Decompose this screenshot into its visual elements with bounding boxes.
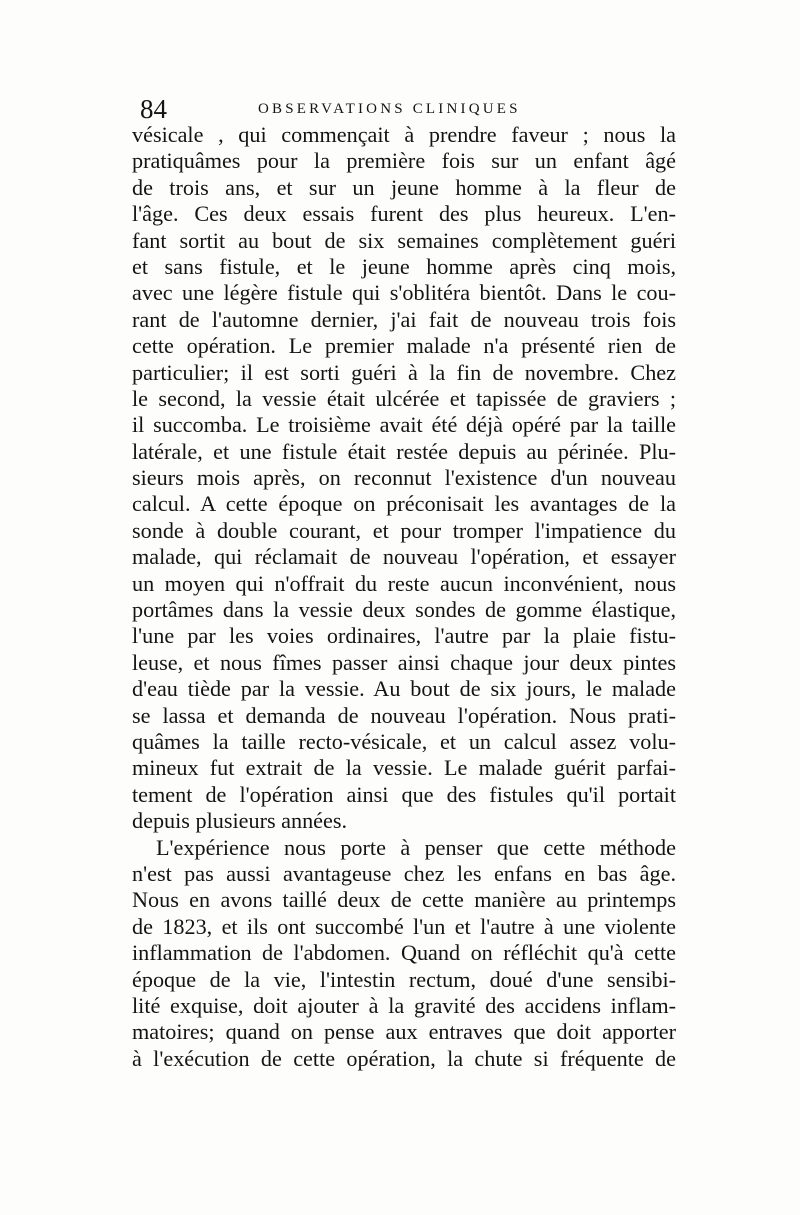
text-line: l'une par les voies ordinaires, l'autre par la plaie fistu-: [132, 623, 676, 649]
text-line: sonde à double courant, et pour tromper l'impatience du: [132, 517, 676, 543]
text-line: sieurs mois après, on reconnut l'existence d'un nouveau: [132, 465, 676, 491]
text-line: avec une légère fistule qui s'oblitéra bientôt. Dans le cou-: [132, 280, 676, 306]
text-line: matoires; quand on pense aux entraves que doit apporter: [132, 1019, 676, 1045]
text-line: L'expérience nous porte à penser que cette méthode: [156, 834, 676, 860]
text-line: depuis plusieurs années.: [132, 808, 348, 834]
running-header: [140, 92, 670, 126]
text-line: d'eau tiède par la vessie. Au bout de six jours, le malade: [132, 676, 676, 702]
text-line: n'est pas aussi avantageuse chez les enfans en bas âge.: [132, 860, 676, 886]
running-title: OBSERVATIONS CLINIQUES: [258, 101, 521, 117]
text-line: inflammation de l'abdomen. Quand on réfléchit qu'à cette: [132, 940, 676, 966]
text-line: de trois ans, et sur un jeune homme à la fleur de: [132, 174, 676, 200]
text-line: l'âge. Ces deux essais furent des plus heureux. L'en-: [132, 201, 676, 227]
text-line: tement de l'opération ainsi que des fistules qu'il portait: [132, 781, 676, 807]
text-line: un moyen qui n'offrait du reste aucun inconvénient, nous: [132, 570, 676, 596]
body-text: [132, 122, 676, 1072]
text-line: époque de la vie, l'intestin rectum, doué d'une sensibi-: [132, 966, 676, 992]
text-line: malade, qui réclamait de nouveau l'opération, et essayer: [132, 544, 676, 570]
text-line: Nous en avons taillé deux de cette manière au printemps: [132, 887, 676, 913]
text-line: mineux fut extrait de la vessie. Le malade guérit parfai-: [132, 755, 676, 781]
text-line: fant sortit au bout de six semaines complètement guéri: [132, 227, 676, 253]
text-line: quâmes la taille recto-vésicale, et un calcul assez volu-: [132, 728, 676, 754]
text-line: leuse, et nous fîmes passer ainsi chaque jour deux pintes: [132, 649, 676, 675]
text-line: à l'exécution de cette opération, la chute si fréquente de: [132, 1045, 676, 1071]
text-line: particulier; il est sorti guéri à la fin de novembre. Chez: [132, 359, 676, 385]
text-line: calcul. A cette époque on préconisait les avantages de la: [132, 491, 676, 517]
text-line: lité exquise, doit ajouter à la gravité des accidens inflam-: [132, 992, 676, 1018]
paragraph: [132, 835, 676, 1073]
text-line: vésicale , qui commençait à prendre faveur ; nous la: [132, 122, 676, 147]
text-line: latérale, et une fistule était restée depuis au périnée. Plu-: [132, 438, 676, 464]
page-number: 84: [140, 94, 167, 124]
text-line: se lassa et demanda de nouveau l'opération. Nous prati-: [132, 702, 676, 728]
text-line: rant de l'automne dernier, j'ai fait de nouveau trois fois: [132, 306, 676, 332]
text-line: portâmes dans la vessie deux sondes de gomme élastique,: [132, 597, 676, 623]
text-line: pratiquâmes pour la première fois sur un enfant âgé: [132, 148, 676, 174]
text-line: cette opération. Le premier malade n'a présenté rien de: [132, 333, 676, 359]
text-line: et sans fistule, et le jeune homme après cinq mois,: [132, 253, 676, 279]
paragraph: [132, 122, 676, 835]
text-line: de 1823, et ils ont succombé l'un et l'autre à une violente: [132, 913, 676, 939]
text-line: il succomba. Le troisième avait été déjà opéré par la taille: [132, 412, 676, 438]
text-line: le second, la vessie était ulcérée et tapissée de graviers ;: [132, 385, 676, 411]
